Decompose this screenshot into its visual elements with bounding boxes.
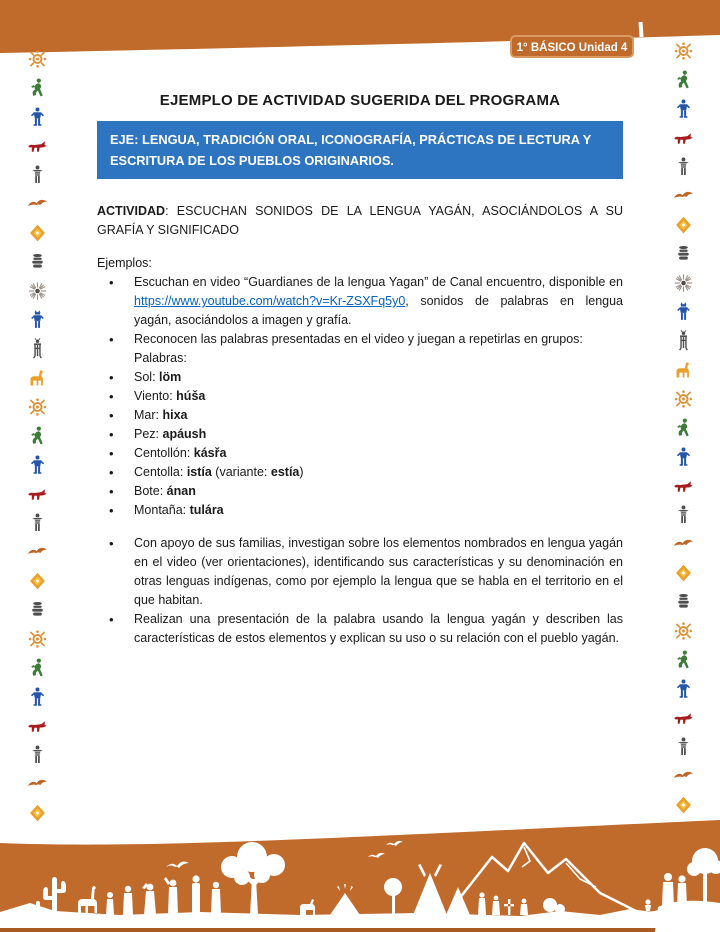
burst-pictograph-icon — [673, 272, 694, 294]
condor-pictograph-icon — [27, 541, 48, 563]
sun-pictograph-icon — [27, 628, 48, 650]
sun-pictograph-icon — [673, 388, 694, 410]
word-item — [97, 444, 623, 463]
sun-pictograph-icon — [673, 40, 694, 62]
figure-pictograph-icon — [673, 504, 694, 526]
diamond-pictograph-icon — [673, 214, 694, 236]
text-segment: istía — [186, 465, 212, 479]
word-item — [97, 406, 623, 425]
condor-pictograph-icon — [27, 193, 48, 215]
figure-pictograph-icon — [27, 744, 48, 766]
examples-list — [97, 273, 623, 349]
text-segment: húša — [176, 389, 206, 403]
condor-pictograph-icon — [673, 533, 694, 555]
text-segment: Montaña: — [134, 503, 190, 517]
text-segment: Viento: — [134, 389, 177, 403]
bullet-family: • Con apoyo de sus familias, investigan sobre los elementos nombrados en lengua yagán en el video (ver orientaciones), identificando sus características y su denominación en otras lenguas indígenas, como por ejemplo la lengua que se habla en el territorio en el que habitan. — [97, 534, 623, 610]
elder-pictograph-icon — [27, 338, 48, 360]
video-link[interactable]: https://www.youtube.com/watch?v=Kr-ZSXFq5y0 — [134, 294, 406, 308]
bullet-present: • Realizan una presentación de la palabra usando la lengua yagán y describen las características de estos elementos y explican su uso o su relación con el pueblo yagán. — [97, 610, 623, 648]
text-segment: Centollón: — [134, 446, 194, 460]
text-segment: Mar: — [134, 408, 163, 422]
text-segment: (variante: — [211, 465, 271, 479]
pot-pictograph-icon — [27, 599, 48, 621]
fox-pictograph-icon — [673, 707, 694, 729]
sun-pictograph-icon — [27, 396, 48, 418]
word-item — [97, 425, 623, 444]
fox-pictograph-icon — [27, 483, 48, 505]
text-segment: estía — [270, 465, 300, 479]
activity-text: : ESCUCHAN SONIDOS DE LA LENGUA YAGÁN, ASOCIÁNDOLOS A SU GRAFÍA Y SIGNIFICADO — [97, 204, 623, 237]
footer-baseline — [0, 928, 720, 932]
text-segment: Sol: — [134, 370, 160, 384]
closing-list — [97, 534, 623, 648]
condor-pictograph-icon — [673, 765, 694, 787]
fox-pictograph-icon — [27, 715, 48, 737]
dancer-pictograph-icon — [27, 425, 48, 447]
burst-pictograph-icon — [27, 280, 48, 302]
bush-icon — [555, 904, 565, 914]
text-segment: kásřa — [193, 446, 227, 460]
text-segment: , sonidos de palabras en lengua yagán, asociándolos a imagen y grafía. — [134, 294, 623, 327]
anthro-pictograph-icon — [27, 106, 48, 128]
fox-pictograph-icon — [673, 127, 694, 149]
examples-heading: Ejemplos: — [97, 256, 152, 270]
main-content — [97, 0, 623, 648]
dancer-pictograph-icon — [673, 417, 694, 439]
words-list — [97, 368, 623, 520]
word-item — [97, 501, 623, 520]
condor-pictograph-icon — [27, 773, 48, 795]
activity-label: ACTIVIDAD — [97, 204, 166, 218]
dancer-pictograph-icon — [27, 77, 48, 99]
condor-pictograph-icon — [673, 185, 694, 207]
words-label: Palabras: — [134, 351, 187, 365]
anthro-pictograph-icon — [27, 454, 48, 476]
fox-pictograph-icon — [27, 135, 48, 157]
right-pictograph-column — [668, 40, 698, 816]
page-title: EJEMPLO DE ACTIVIDAD SUGERIDA DEL PROGRAMA — [159, 92, 561, 109]
text-segment: Escuchan en video “Guardianes de la lengua Yagan” de Canal encuentro, disponible en — [134, 275, 623, 289]
activity-statement — [97, 202, 623, 240]
bullet-video — [97, 273, 623, 330]
sun-pictograph-icon — [673, 620, 694, 642]
dancer-pictograph-icon — [27, 657, 48, 679]
pot-pictograph-icon — [27, 251, 48, 273]
dancer-pictograph-icon — [673, 649, 694, 671]
text-segment: löm — [159, 370, 182, 384]
diamond-pictograph-icon — [673, 562, 694, 584]
fox-pictograph-icon — [673, 475, 694, 497]
text-segment: hixa — [162, 408, 188, 422]
sun-pictograph-icon — [27, 48, 48, 70]
figure-pictograph-icon — [27, 512, 48, 534]
anthro-pictograph-icon — [673, 98, 694, 120]
text-segment: Pez: — [134, 427, 163, 441]
word-item — [97, 387, 623, 406]
guanaco-pictograph-icon — [673, 359, 694, 381]
footer-illustration — [0, 815, 720, 932]
text-segment: ) — [299, 465, 304, 479]
text-segment: ánan — [166, 484, 196, 498]
anthro-pictograph-icon — [673, 446, 694, 468]
pot-pictograph-icon — [673, 243, 694, 265]
text-segment: Centolla: — [134, 465, 187, 479]
word-item — [97, 482, 623, 501]
elder-pictograph-icon — [673, 330, 694, 352]
left-pictograph-column — [22, 48, 52, 824]
guanaco-pictograph-icon — [27, 367, 48, 389]
word-item — [97, 368, 623, 387]
word-item — [97, 463, 623, 482]
diamond-pictograph-icon — [27, 570, 48, 592]
figure-pictograph-icon — [27, 164, 48, 186]
diamond-pictograph-icon — [27, 222, 48, 244]
figure-pictograph-icon — [673, 156, 694, 178]
anthro-pictograph-icon — [673, 678, 694, 700]
text-segment: Bote: — [134, 484, 167, 498]
figure-pictograph-icon — [673, 736, 694, 758]
bullet-recognize: • Reconocen las palabras presentadas en el video y juegan a repetirlas en grupos: — [97, 330, 623, 349]
dancer-pictograph-icon — [673, 69, 694, 91]
crowned-pictograph-icon — [27, 309, 48, 331]
bush-icon — [543, 898, 557, 912]
unit-badge-label: 1° BÁSICO Unidad 4 — [516, 42, 628, 54]
eje-banner: EJE: LENGUA, TRADICIÓN ORAL, ICONOGRAFÍA, PRÁCTICAS DE LECTURA Y ESCRITURA DE LOS PUEBLOS ORIGINARIOS. — [97, 121, 623, 179]
pot-pictograph-icon — [673, 591, 694, 613]
diamond-pictograph-icon — [673, 794, 694, 816]
crowned-pictograph-icon — [673, 301, 694, 323]
text-segment: apáush — [162, 427, 207, 441]
anthro-pictograph-icon — [27, 686, 48, 708]
text-segment: tulára — [189, 503, 224, 517]
